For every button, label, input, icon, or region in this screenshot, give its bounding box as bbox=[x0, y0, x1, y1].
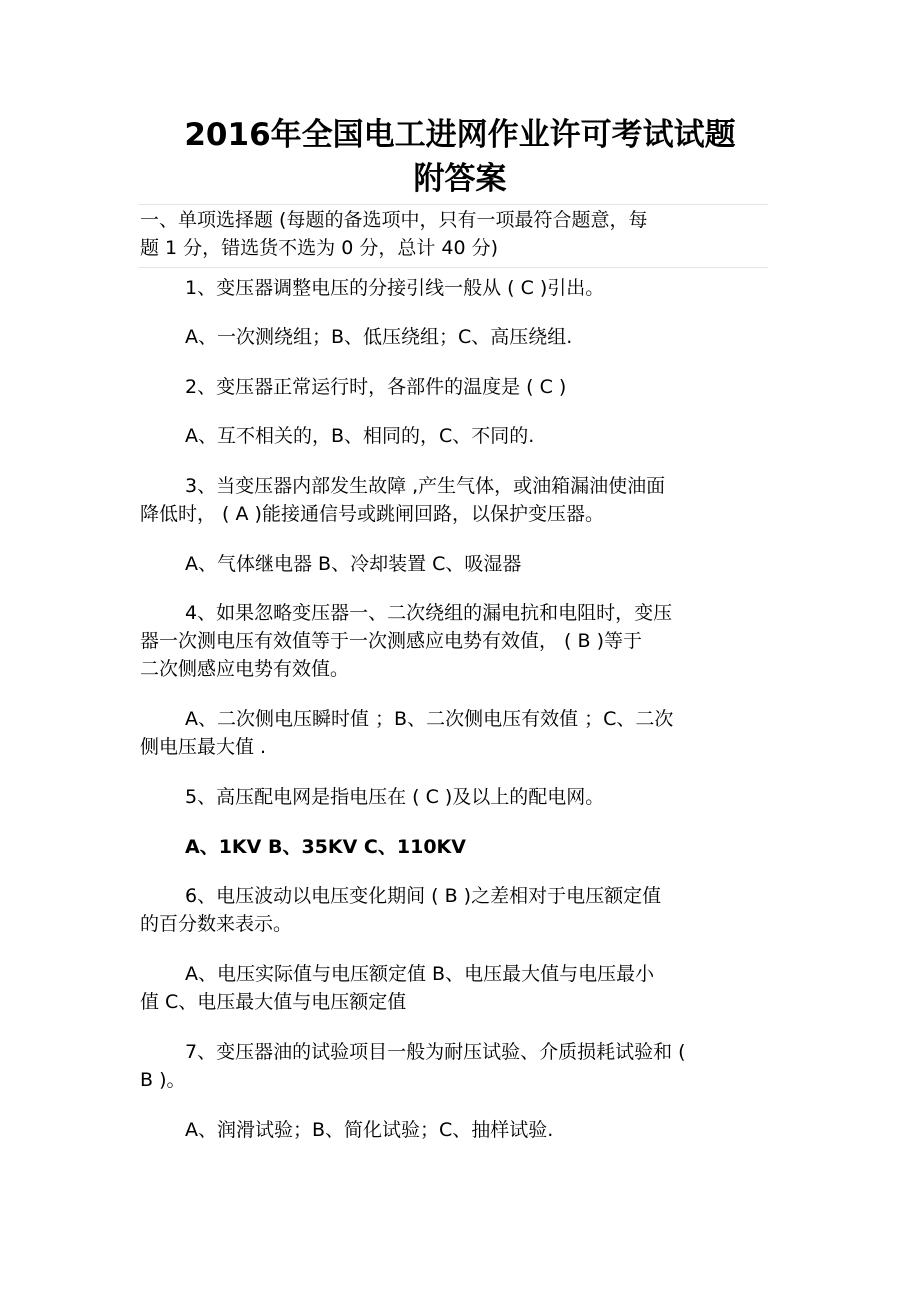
answer-options-3: A、气体继电器 B、冷却装置 C、吸湿器 bbox=[185, 553, 522, 575]
question-2: 2、变压器正常运行时，各部件的温度是 ( C ) bbox=[185, 376, 567, 398]
question-3-line-1: 3、当变压器内部发生故障 ,产生气体，或油箱漏油使油面 bbox=[185, 475, 666, 497]
answer-options-4-line-1: A、二次侧电压瞬时值 ；B、二次侧电压有效值 ；C、二次 bbox=[185, 708, 674, 730]
question-4-line-3: 二次侧感应电势有效值。 bbox=[140, 658, 350, 680]
question-1: 1、变压器调整电压的分接引线一般从 ( C )引出。 bbox=[185, 277, 605, 299]
answer-options-7: A、润滑试验；B、简化试验；C、抽样试验. bbox=[185, 1119, 554, 1141]
document-title-line-1: 2016年全国电工进网作业许可考试试题 bbox=[184, 117, 736, 153]
answer-options-5: A、1KV B、35KV C、110KV bbox=[185, 836, 466, 858]
document-title-line-2: 附答案 bbox=[413, 161, 507, 197]
answer-options-2: A、互不相关的，B、相同的，C、不同的. bbox=[185, 425, 535, 447]
question-6-line-1: 6、电压波动以电压变化期间 ( B )之差相对于电压额定值 bbox=[185, 885, 662, 907]
answer-options-4-line-2: 侧电压最大值 . bbox=[140, 736, 267, 758]
question-7-line-1: 7、变压器油的试验项目一般为耐压试验、介质损耗试验和 ( bbox=[185, 1041, 686, 1063]
question-4-line-1: 4、如果忽略变压器一、二次绕组的漏电抗和电阻时，变压 bbox=[185, 602, 673, 624]
question-4-line-2: 器一次测电压有效值等于一次测感应电势有效值， ( B )等于 bbox=[140, 630, 642, 652]
question-5: 5、高压配电网是指电压在 ( C )及以上的配电网。 bbox=[185, 786, 605, 808]
section-header-line-2: 题 1 分，错选货不选为 0 分，总计 40 分) bbox=[140, 237, 499, 259]
answer-options-6-line-1: A、电压实际值与电压额定值 B、电压最大值与电压最小 bbox=[185, 963, 655, 985]
question-7-line-2: B )。 bbox=[140, 1069, 186, 1091]
answer-options-1: A、一次测绕组；B、低压绕组；C、高压绕组. bbox=[185, 326, 573, 348]
section-header-line-1: 一、单项选择题 (每题的备选项中，只有一项最符合题意，每 bbox=[140, 209, 648, 231]
question-3-line-2: 降低时， ( A )能接通信号或跳闸回路，以保护变压器。 bbox=[140, 503, 604, 525]
answer-options-6-line-2: 值 C、电压最大值与电压额定值 bbox=[140, 991, 407, 1013]
question-6-line-2: 的百分数来表示。 bbox=[140, 913, 293, 935]
